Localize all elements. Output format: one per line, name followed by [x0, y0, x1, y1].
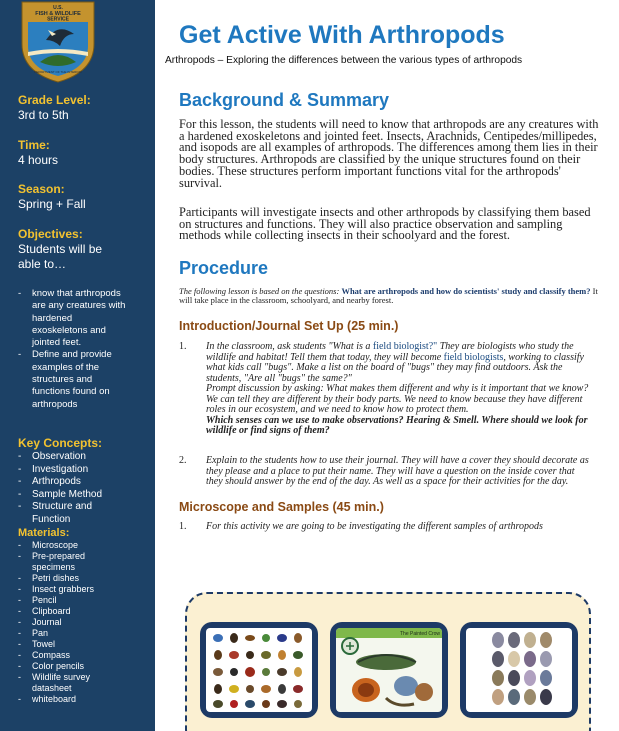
material-item: - Pencil: [18, 595, 118, 606]
isopod-grid-image: [466, 628, 572, 712]
key-concept-item: - Observation: [18, 451, 118, 464]
material-item: - Petri dishes: [18, 573, 118, 584]
step-text-prompt: Prompt discussion by asking: What makes them different and why is it important that we know? We can tell they are different by their body parts. We need to know because they have different roles in our ecosystem, and we need to know how to protect them.: [206, 383, 589, 415]
procedure-intro-rest: It will take place in the classroom, schoolyard, and nearby forest.: [179, 286, 598, 305]
logo-text-doi: DEPARTMENT OF THE INTERIOR: [34, 70, 82, 74]
material-item: - Compass: [18, 650, 118, 661]
objectives-label: Objectives:: [18, 227, 83, 241]
season-value: Spring + Fall: [18, 197, 86, 211]
thumb-caption: The Painted Crow: [400, 631, 441, 637]
material-item: - whiteboard: [18, 694, 118, 705]
background-paragraph-2: Participants will investigate insects and other arthropods by classifying them based on structures and functions. They will also practice observation and sampling methods while collecting insects in their schoolyard and the forest.: [179, 205, 591, 243]
time-label: Time:: [18, 138, 50, 152]
key-concept-item: - Investigation: [18, 464, 118, 477]
material-item: - Pre-prepared specimens: [18, 551, 118, 573]
logo-text-fws: FISH & WILDLIFE: [35, 11, 81, 17]
objectives-block: [18, 227, 150, 411]
page-subtitle: Arthropods – Exploring the differences between the various types of arthropods: [165, 55, 523, 66]
sidebar: [0, 0, 155, 731]
microscope-step-1: [179, 522, 591, 533]
intro-section-heading: Introduction/Journal Set Up (25 min.): [179, 319, 399, 333]
materials-label: Materials:: [18, 527, 70, 539]
intro-step-1: [179, 342, 591, 437]
procedure-intro-lead: The following lesson is based on the questions:: [179, 286, 342, 296]
isopod-grid-thumbnail: [460, 622, 578, 718]
season-block: [18, 182, 150, 212]
arthropod-image-panel: [185, 592, 591, 731]
insect-chart-thumbnail: [200, 622, 318, 718]
procedure-heading: Procedure: [179, 258, 269, 278]
main-content: [155, 0, 619, 731]
material-item: - Towel: [18, 639, 118, 650]
time-value: 4 hours: [18, 153, 59, 167]
logo-text-us: U.S.: [53, 5, 63, 11]
key-concept-item: - Sample Method: [18, 489, 118, 502]
time-block: [18, 138, 150, 168]
key-concepts-block: [18, 436, 150, 526]
arthropod-illustration-image: [336, 628, 442, 712]
field-biologist-term: field biologist?": [372, 341, 438, 352]
material-item: - Wildlife survey datasheet: [18, 672, 118, 694]
material-item: - Journal: [18, 617, 118, 628]
grade-level-value: 3rd to 5th: [18, 108, 69, 122]
step-text: Explain to the students how to use their journal. They will have a cover they should decorate as they please and a place to put their name. They will have a question on the inside cover that they should answer by the end of the day. As well as a space for their activities for the day.: [206, 455, 589, 487]
objectives-intro: Students will be able to…: [18, 242, 103, 271]
page-title: Get Active With Arthropods: [179, 21, 505, 49]
grade-level-label: Grade Level:: [18, 93, 91, 107]
key-concepts-label: Key Concepts:: [18, 436, 103, 450]
key-concept-item: - Arthropods: [18, 476, 118, 489]
materials-list: [18, 540, 118, 705]
intro-step-2: [179, 456, 591, 488]
step-text: For this activity we are going to be investigating the different samples of arthropods: [206, 521, 543, 532]
procedure-intro-question: What are arthropods and how do scientists' study and classify them?: [341, 286, 591, 296]
microscope-section-heading: Microscope and Samples (45 min.): [179, 500, 384, 514]
insect-chart-image: [206, 628, 312, 712]
step-number: 1.: [179, 521, 187, 532]
arthropod-illustration-thumbnail: [330, 622, 448, 718]
logo-text-service: SERVICE: [47, 16, 69, 23]
usfws-logo: [18, 0, 98, 84]
objective-item: - Define and provide examples of the structures and functions found on arthropods: [18, 349, 130, 410]
objective-item: - know that arthropods are any creatures with hardened exoskeletons and jointed feet.: [18, 288, 130, 349]
season-label: Season:: [18, 182, 65, 196]
background-paragraph-1: For this lesson, the students will need to know that arthropods are any creatures with a hardened exoskeletons and jointed feet. Insects, Arachnids, Centipedes/millipedes, and isopods are all examples of arthropods. The differences among them lies in their body structures. Arthropods are classified by the unique structures found on their bodies. These structures perform important functions vital for the arthropods' survival.: [179, 117, 599, 190]
grade-level-block: [18, 93, 150, 123]
objectives-list: [18, 288, 130, 411]
material-item: - Clipboard: [18, 606, 118, 617]
key-concepts-list: [18, 451, 118, 526]
step-text: In the classroom, ask students "What is a field biologist?" They are biologists who study the wildlife and habitat! Tell them that today, they will become field biologists, working to classify what kids call "bugs". Make a list on the board of "bugs" they may find outdoors. Ask the students, "Are all "bugs" the same?": [206, 341, 584, 384]
materials-block: [18, 527, 150, 705]
field-biologists-term: field biologists: [443, 351, 504, 363]
background-heading: Background & Summary: [179, 90, 390, 110]
step-bold-question: Which senses can we use to make observations? Hearing & Smell. Where should we look for wildlife or find signs of them?: [206, 414, 588, 436]
step-number: 2.: [179, 455, 187, 466]
procedure-intro: [179, 287, 603, 305]
material-item: - Color pencils: [18, 661, 118, 672]
step-number: 1.: [179, 341, 187, 352]
key-concept-item: - Structure and Function: [18, 501, 118, 526]
material-item: - Pan: [18, 628, 118, 639]
material-item: - Insect grabbers: [18, 584, 118, 595]
material-item: - Microscope: [18, 540, 118, 551]
